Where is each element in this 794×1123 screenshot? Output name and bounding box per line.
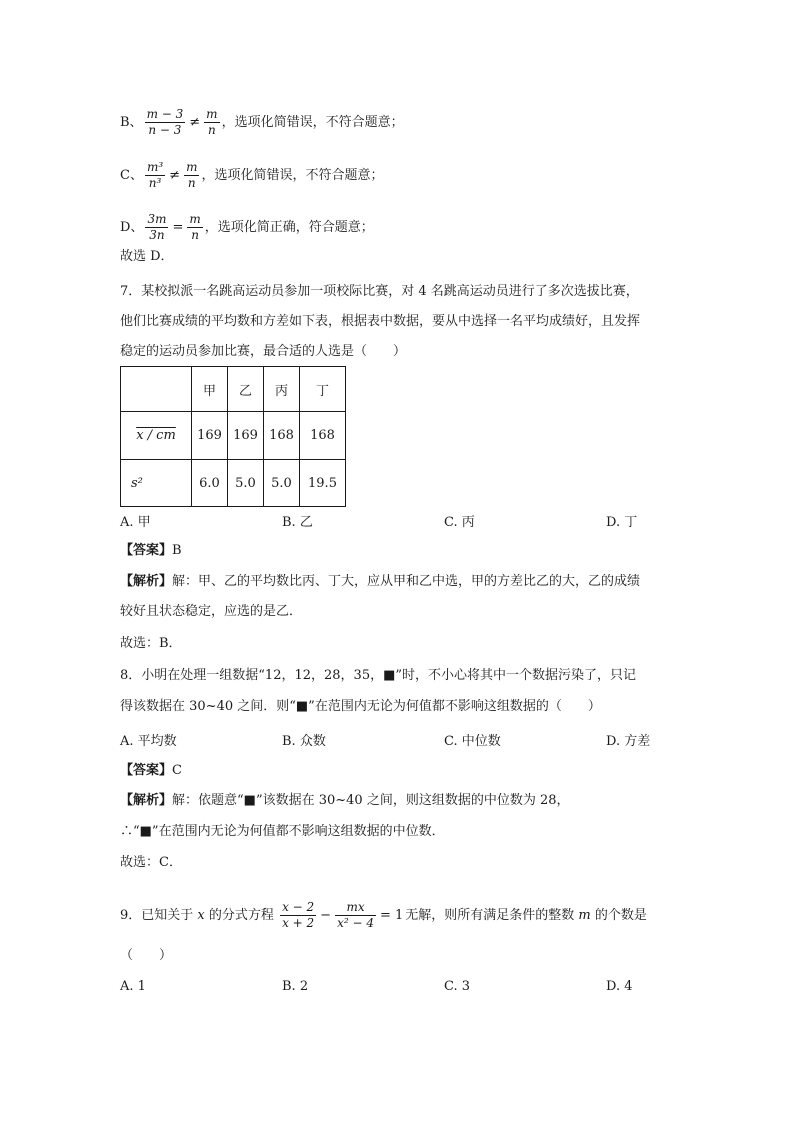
- table-header-cell: 丙: [264, 367, 300, 412]
- table-header-row: [121, 367, 346, 412]
- q6-option-c: C、 $\frac{\text{m³}}{\text{n³}}$ ≠ $\frac{m}{n}$ ，选项化简错误，不符合题意；: [120, 160, 384, 190]
- table-header-cell: 丁: [300, 367, 346, 412]
- q6-option-d: D、 $\frac{3m}{3n}$ = $\frac{m}{n}$ ，选项化简正确，符合题意；: [120, 212, 374, 242]
- q7-data-table: [120, 366, 346, 507]
- table-header-cell: [121, 367, 192, 412]
- q9-option-d: D. 4: [606, 979, 633, 994]
- fraction: $\frac{m}{n}$: [189, 212, 201, 242]
- q7-option-b: B. 乙: [282, 515, 313, 530]
- q7-option-a: A. 甲: [120, 515, 151, 530]
- variance-label-cell: s²: [121, 460, 192, 507]
- q7-stem-line3: 稳定的运动员参加比赛，最合适的人选是（ ）: [120, 344, 407, 359]
- q8-analysis-line2: ∴“■”在范围内无论为何值都不影响这组数据的中位数．: [120, 824, 445, 839]
- table-header-cell: 甲: [192, 367, 228, 412]
- q7-stem-line1: 7．某校拟派一名跳高运动员参加一项校际比赛，对 4 名跳高运动员进行了多次选拔比赛，: [120, 284, 639, 299]
- q8-conclusion: 故选：C．: [120, 855, 182, 870]
- q8-analysis-line1: 【解析】解：依题意“■”该数据在 30~40 之间，则这组数据的中位数为 28，: [120, 793, 570, 808]
- q8-stem-line2: 得该数据在 30~40 之间．则“■”在范围内无论为何值都不影响这组数据的（ ）: [120, 699, 601, 714]
- fraction: $\frac{x - 2}{x + 2}$: [282, 900, 315, 930]
- q8-option-b: B. 众数: [282, 734, 326, 749]
- q7-conclusion: 故选：B．: [120, 636, 182, 651]
- q6-conclusion: 故选 D．: [120, 249, 174, 264]
- table-cell: 6.0: [192, 460, 228, 507]
- table-cell: 169: [228, 412, 264, 460]
- q7-option-d: D. 丁: [606, 515, 638, 530]
- fraction: $\frac{m}{n}$: [206, 107, 218, 137]
- mean-label-cell: x / cm: [121, 412, 192, 460]
- fraction: $\frac{m - 3}{n - 3}$: [146, 107, 184, 137]
- fraction: $\frac{\text{m³}}{\text{n³}}$: [146, 160, 164, 190]
- q7-option-c: C. 丙: [444, 515, 475, 530]
- table-cell: 168: [300, 412, 346, 460]
- table-row-mean: [121, 412, 346, 460]
- q7-analysis-line2: 较好且状态稳定，应选的是乙．: [120, 604, 303, 619]
- table-cell: 5.0: [264, 460, 300, 507]
- q7-stem-line2: 他们比赛成绩的平均数和方差如下表，根据表中数据，要从中选择一名平均成绩好，且发挥: [120, 314, 641, 329]
- q9-paren: （ ）: [120, 948, 173, 963]
- q7-analysis-line1: 【解析】解：甲、乙的平均数比丙、丁大，应从甲和乙中选，甲的方差比乙的大，乙的成绩: [120, 574, 641, 589]
- fraction: $\frac{mx}{\text{x² − 4}}$: [337, 900, 374, 930]
- q8-option-d: D. 方差: [606, 734, 651, 749]
- q9-option-a: A. 1: [120, 979, 146, 994]
- table-row-variance: [121, 460, 346, 507]
- table-cell: 5.0: [228, 460, 264, 507]
- q6-option-b: B、 $\frac{m - 3}{n - 3}$ ≠ $\frac{m}{n}$ ，选项化简错误，不符合题意；: [120, 107, 404, 137]
- fraction: $\frac{3m}{3n}$: [147, 212, 167, 242]
- table-header-cell: 乙: [228, 367, 264, 412]
- q7-answer: 【答案】B: [120, 543, 182, 558]
- fraction: $\frac{m}{n}$: [186, 160, 198, 190]
- q8-option-a: A. 平均数: [120, 734, 177, 749]
- q8-option-c: C. 中位数: [444, 734, 501, 749]
- q9-option-b: B. 2: [282, 979, 309, 994]
- q9-option-c: C. 3: [444, 979, 471, 994]
- table-cell: 19.5: [300, 460, 346, 507]
- q8-answer: 【答案】C: [120, 763, 182, 778]
- table-cell: 169: [192, 412, 228, 460]
- table-cell: 168: [264, 412, 300, 460]
- q9-stem: 9．已知关于 x 的分式方程 $\frac{x - 2}{x + 2}$ − $\frac{mx}{\text{x² − 4}}$ = 1 无解，则所有满足条件的整数 m 的个数是: [120, 900, 647, 930]
- q8-stem-line1: 8．小明在处理一组数据“12，12，28，35，■”时，不小心将其中一个数据污染了，只记: [120, 668, 637, 683]
